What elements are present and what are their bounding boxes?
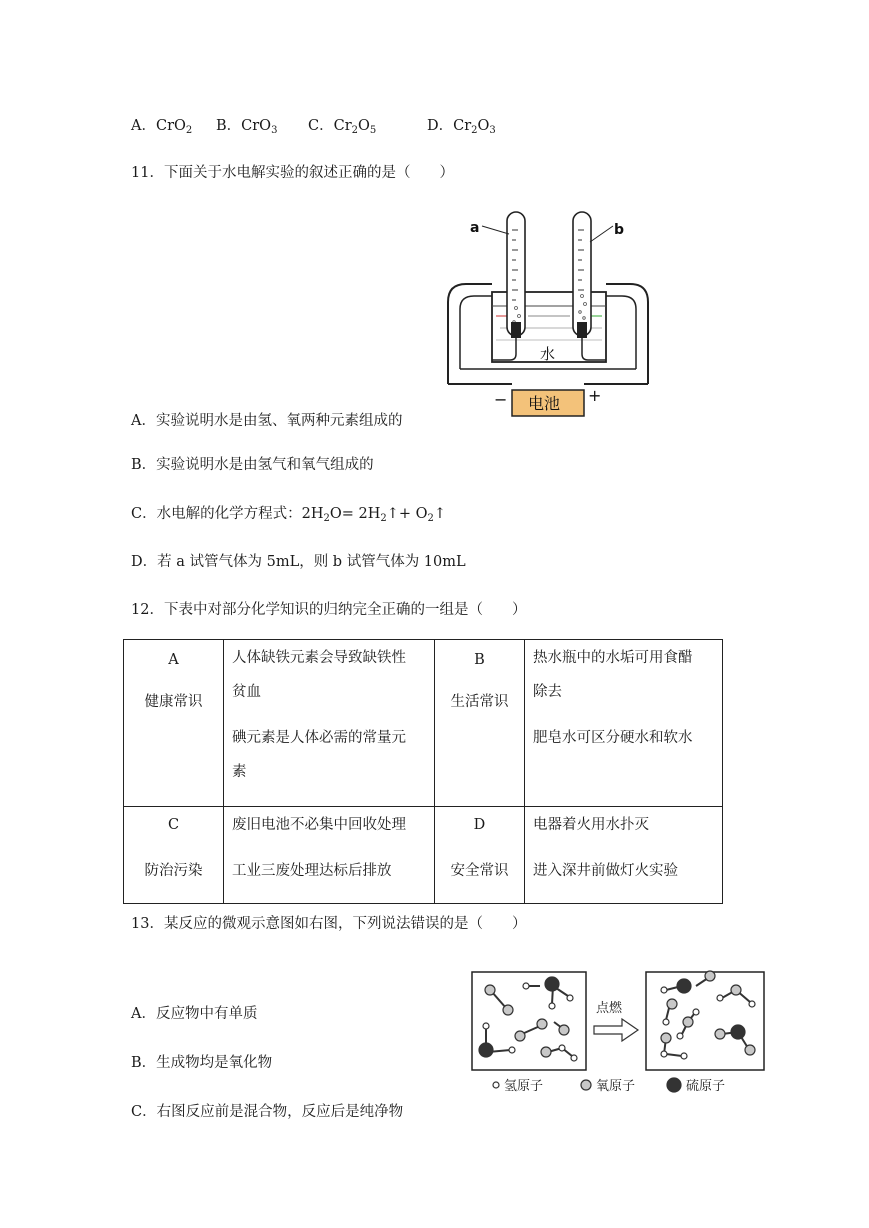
plus-sign: + (588, 386, 602, 405)
electrolysis-figure (430, 204, 666, 422)
q13-option-a: A．反应物中有单质 (131, 1006, 258, 1022)
q11-option-c: C．水电解的化学方程式：$2H_2O=$ $2H_2↑+$ $O_2↑$ (131, 506, 447, 524)
tube-a-label: a (470, 220, 480, 236)
battery-label: 电池 (528, 394, 561, 413)
water-label: 水 (540, 345, 556, 363)
q12-stem: 12．下表中对部分化学知识的归纳完全正确的一组是（ ） (131, 602, 527, 618)
minus-sign: − (494, 390, 508, 409)
legend-oxygen: 氧原子 (596, 1079, 636, 1094)
cell-d-header: D 安全常识 (435, 807, 525, 904)
legend-sulfur: 硫原子 (686, 1079, 726, 1094)
cell-c-header: C 防治污染 (124, 807, 224, 904)
sulfur-atom-icon (667, 1078, 681, 1092)
q13-option-b: B．生成物均是氧化物 (131, 1055, 273, 1071)
q11-stem: 11．下面关于水电解实验的叙述正确的是（ ） (131, 165, 454, 181)
q10-option-b: B．CrO$_3$ (216, 118, 278, 136)
cell-a-header: A 健康常识 (124, 640, 224, 807)
legend-hydrogen: 氢原子 (504, 1079, 544, 1094)
cell-a-content: 人体缺铁元素会导致缺铁性 贫血 碘元素是人体必需的常量元 素 (224, 640, 435, 807)
knowledge-table (123, 639, 723, 904)
oxygen-atom-icon (581, 1080, 591, 1090)
q11-option-d: D．若 a 试管气体为 5mL，则 b 试管气体为 10mL (131, 554, 466, 570)
q10-option-d: D．$Cr_2O_3$ (427, 118, 496, 136)
cell-b-header: B 生活常识 (435, 640, 525, 807)
q13-option-c: C．右图反应前是混合物，反应后是纯净物 (131, 1104, 404, 1120)
q10-option-c: C．$Cr_2O_5$ (308, 118, 377, 136)
cell-d-content: 电器着火用水扑灭 进入深井前做灯火实验 (525, 807, 723, 904)
q11-option-b: B．实验说明水是由氢气和氧气组成的 (131, 457, 374, 473)
q10-option-a: A．CrO$_2$ (131, 118, 193, 136)
reaction-figure (460, 964, 775, 1102)
q13-stem: 13．某反应的微观示意图如右图，下列说法错误的是（ ） (131, 916, 527, 932)
cell-b-content: 热水瓶中的水垢可用食醋 除去 肥皂水可区分硬水和软水 (525, 640, 723, 807)
cell-c-content: 废旧电池不必集中回收处理 工业三废处理达标后排放 (224, 807, 435, 904)
q10-options (131, 114, 496, 136)
tube-b-label: b (614, 222, 625, 238)
hydrogen-atom-icon (493, 1082, 499, 1088)
arrow-label: 点燃 (596, 1001, 623, 1016)
q11-option-a: A．实验说明水是由氢、氧两种元素组成的 (131, 413, 403, 429)
